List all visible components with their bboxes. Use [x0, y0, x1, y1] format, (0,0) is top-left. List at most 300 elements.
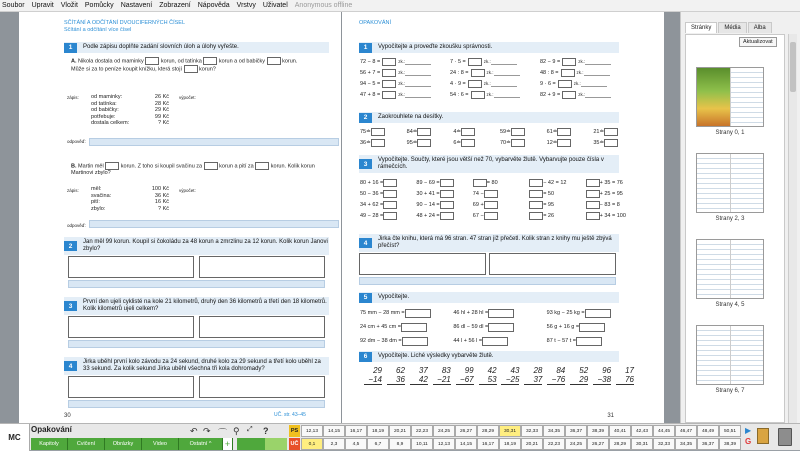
- r-task-6-columns: [364, 366, 634, 394]
- r-task-3-grid: [360, 177, 642, 221]
- exercise-text: = 26: [543, 212, 555, 219]
- zk-line[interactable]: [491, 59, 517, 65]
- answer-box[interactable]: [586, 212, 600, 220]
- page-link[interactable]: 46,47: [675, 425, 697, 437]
- approx-sign: ≐: [456, 139, 461, 146]
- page-link[interactable]: 26,27: [587, 438, 609, 450]
- thumbnail-label: Strany 4, 5: [715, 302, 745, 308]
- answer-box[interactable]: [604, 128, 618, 136]
- r-task-1-grid: [360, 56, 630, 100]
- page-link[interactable]: 30,31: [499, 425, 521, 437]
- answer-box[interactable]: [417, 139, 431, 147]
- result-line[interactable]: [616, 384, 634, 394]
- exercise-text: 24 cm + 45 cm =: [360, 324, 401, 330]
- result-line[interactable]: [479, 384, 497, 394]
- answer-box[interactable]: [461, 128, 475, 136]
- work-box[interactable]: [359, 253, 486, 275]
- page-link[interactable]: 32,33: [653, 438, 675, 450]
- task-2-header: [64, 237, 329, 255]
- answer-box[interactable]: [105, 162, 119, 170]
- exercise-text: 82 + 9 =: [540, 91, 561, 98]
- page-link[interactable]: 14,15: [323, 425, 345, 437]
- menu-zobrazeni[interactable]: Zobrazení: [159, 2, 191, 9]
- exercise-text: = 80: [486, 179, 498, 186]
- rounding-item: [547, 137, 594, 148]
- page-link[interactable]: 34,35: [675, 438, 697, 450]
- work-box[interactable]: [199, 376, 325, 398]
- calc-number: −67: [460, 375, 474, 384]
- answer-box[interactable]: [529, 190, 543, 198]
- calc-number: 42: [487, 366, 497, 375]
- task-number: 6: [359, 352, 372, 362]
- calc-number: 37: [533, 375, 543, 384]
- answer-line[interactable]: [68, 340, 325, 348]
- result-line[interactable]: [501, 384, 519, 394]
- menu-upravit[interactable]: Upravit: [31, 2, 54, 9]
- result-line[interactable]: [410, 384, 428, 394]
- fit-icon[interactable]: ⤢: [247, 426, 253, 433]
- text-fragment: korun a pití za: [219, 163, 254, 170]
- column-calc: [616, 366, 634, 394]
- page-link[interactable]: 6,7: [367, 438, 389, 450]
- page-link[interactable]: 24,25: [565, 438, 587, 450]
- rounding-item: [547, 126, 594, 137]
- kapitoly-button[interactable]: Kapitoly: [31, 438, 68, 450]
- exercise-item: [360, 78, 450, 89]
- page-thumbnail[interactable]: [696, 325, 764, 385]
- exercise-item: [540, 67, 630, 78]
- answer-box[interactable]: [561, 69, 575, 77]
- cviceni-button[interactable]: Cvičení: [68, 438, 105, 450]
- zk-line[interactable]: [405, 59, 431, 65]
- arc-icon[interactable]: ⌒: [218, 428, 228, 438]
- answer-box[interactable]: [529, 201, 543, 209]
- thumb-page: [697, 240, 731, 298]
- odpoved-label: odpověď:: [67, 223, 86, 228]
- zk-line[interactable]: [405, 81, 431, 87]
- answer-box[interactable]: [371, 139, 385, 147]
- trash-icon[interactable]: [778, 428, 792, 446]
- page-link[interactable]: 20,21: [521, 438, 543, 450]
- thumb-page: [731, 326, 764, 384]
- page-thumbnail[interactable]: [696, 67, 764, 127]
- calc-number: −21: [437, 375, 451, 384]
- task-number: 1: [64, 43, 77, 53]
- answer-line[interactable]: [68, 400, 325, 408]
- row-value: 36 Kč: [154, 192, 169, 199]
- answer-box[interactable]: [383, 212, 397, 220]
- number: 35: [593, 139, 600, 146]
- a-rows: [91, 94, 176, 127]
- menu-bar: [0, 0, 800, 12]
- task-text: Vypočítejte a proveďte zkoušku správnosti.: [378, 44, 493, 50]
- page-link[interactable]: 28,29: [609, 438, 631, 450]
- calc-number: 36: [396, 375, 405, 384]
- zk-label: zk.:: [573, 81, 581, 86]
- sum-item: [586, 199, 642, 210]
- page-link[interactable]: 50,51: [719, 425, 741, 437]
- bottom-toolbar: [0, 423, 800, 450]
- page-link[interactable]: 16,17: [345, 425, 367, 437]
- sum-item: [529, 210, 585, 221]
- r-task-5-grid: [360, 306, 640, 348]
- calc-number: 84: [556, 366, 566, 375]
- zk-line[interactable]: [585, 59, 611, 65]
- answer-box[interactable]: [440, 212, 454, 220]
- answer-box[interactable]: [405, 309, 431, 318]
- task-text: Podle zápisu doplňte zadání slovních úloh a úlohy vyřešte.: [83, 44, 239, 50]
- exercise-text: 9 · 6 =: [540, 80, 556, 87]
- number: 4: [453, 128, 457, 135]
- answer-box[interactable]: [511, 128, 525, 136]
- answer-box[interactable]: [204, 162, 218, 170]
- answer-box[interactable]: [468, 80, 482, 88]
- calc-number: 52: [579, 366, 589, 375]
- odpoved-label: odpověď:: [67, 139, 86, 144]
- answer-box[interactable]: [371, 128, 385, 136]
- calc-number: 83: [441, 366, 451, 375]
- thumbnail-label: Strany 6, 7: [715, 388, 745, 394]
- book-icon[interactable]: [757, 428, 769, 444]
- answer-box[interactable]: [576, 337, 602, 346]
- answer-box[interactable]: [529, 212, 543, 220]
- answer-box[interactable]: [473, 179, 487, 187]
- zk-line[interactable]: [584, 70, 610, 76]
- answer-box[interactable]: [585, 309, 611, 318]
- answer-box[interactable]: [382, 58, 396, 66]
- answer-box[interactable]: [579, 323, 605, 332]
- answer-box[interactable]: [461, 139, 475, 147]
- zk-label: zk.:: [578, 59, 586, 64]
- answer-box[interactable]: [562, 58, 576, 66]
- page-link[interactable]: 12,13: [301, 425, 323, 437]
- number: 59: [500, 128, 507, 135]
- zk-label: zk.:: [398, 81, 406, 86]
- exercise-text: 87 t − 57 t =: [546, 338, 577, 344]
- zk-line[interactable]: [585, 92, 611, 98]
- page-link[interactable]: 26,27: [455, 425, 477, 437]
- text-fragment: korun. Z toho si koupil svačinu za: [120, 163, 203, 170]
- answer-box[interactable]: [383, 201, 397, 209]
- exercise-text: 75 mm − 28 mm =: [360, 310, 405, 316]
- answer-box[interactable]: [440, 201, 454, 209]
- zk-label: zk.:: [486, 70, 494, 75]
- column-calc: [570, 366, 588, 394]
- exercise-text: 50 − 36 =: [360, 190, 384, 197]
- page-link[interactable]: 48,49: [697, 425, 719, 437]
- menu-soubor[interactable]: Soubor: [2, 2, 25, 9]
- page-link[interactable]: 4,5: [345, 438, 367, 450]
- page-link[interactable]: 14,15: [455, 438, 477, 450]
- row-label: svačina:: [91, 192, 112, 199]
- text-fragment: korun.: [282, 58, 298, 65]
- scrollbar-thumb[interactable]: [790, 42, 796, 92]
- page-thumbnail[interactable]: [696, 239, 764, 299]
- help-icon[interactable]: ?: [263, 426, 269, 436]
- unit-item: [360, 334, 453, 348]
- page-link[interactable]: 22,23: [543, 438, 565, 450]
- page-link[interactable]: 32,33: [521, 425, 543, 437]
- work-box[interactable]: [199, 316, 325, 338]
- exercise-item: [450, 56, 540, 67]
- menu-vlozit[interactable]: Vložit: [60, 2, 78, 9]
- page-link[interactable]: 28,29: [477, 425, 499, 437]
- zk-label: zk.:: [398, 70, 406, 75]
- tab-stranky[interactable]: Stránky: [685, 22, 717, 33]
- r-task-4-header: [359, 234, 619, 252]
- tab-media[interactable]: Média: [718, 22, 746, 33]
- answer-line[interactable]: [89, 220, 339, 228]
- page-link[interactable]: 0,1: [301, 438, 323, 450]
- page-link[interactable]: 18,19: [367, 425, 389, 437]
- zk-line[interactable]: [491, 81, 517, 87]
- user-status: Anonymous offline: [294, 2, 353, 9]
- column-calc: [593, 366, 611, 394]
- result-line[interactable]: [364, 384, 382, 394]
- menu-pomucky[interactable]: Pomůcky: [84, 2, 114, 9]
- task-text: Zaokrouhlete na desítky.: [378, 114, 444, 120]
- calc-number: 17: [625, 366, 634, 375]
- refresh-button[interactable]: Aktualizovat: [739, 37, 777, 47]
- approx-sign: ≐: [412, 139, 418, 146]
- text-fragment: Může si za to peníze koupit knížku, která stojí: [71, 66, 182, 73]
- calc-number: 43: [510, 366, 520, 375]
- answer-box[interactable]: [203, 57, 217, 65]
- answer-box[interactable]: [382, 80, 396, 88]
- page-link[interactable]: 12,13: [433, 438, 455, 450]
- task-text: Jan měl 99 korun. Koupil si čokoládu za 48 korun a zmrzlinu za 12 korun. Kolik korun Janovi zbylo?: [83, 239, 328, 252]
- nav-icon[interactable]: ▶: [745, 426, 752, 435]
- answer-box[interactable]: [417, 128, 431, 136]
- exercise-text: = 95: [543, 201, 555, 208]
- result-line[interactable]: [456, 384, 474, 394]
- answer-box[interactable]: [184, 65, 198, 73]
- obrazky-button[interactable]: Obrázky: [105, 438, 142, 450]
- answer-box[interactable]: [145, 57, 159, 65]
- number: 21: [593, 128, 600, 135]
- task-3-header: [64, 297, 329, 315]
- work-box[interactable]: [199, 256, 325, 278]
- answer-box[interactable]: [382, 91, 396, 99]
- answer-box[interactable]: [471, 91, 485, 99]
- page-link[interactable]: 22,23: [411, 425, 433, 437]
- calc-number: 96: [602, 366, 612, 375]
- exercise-item: [360, 56, 450, 67]
- approx-sign: ≐: [456, 128, 461, 135]
- exercise-text: 48 : 8 =: [540, 69, 559, 76]
- answer-box[interactable]: [604, 139, 618, 147]
- approx-sign: ≐: [506, 139, 511, 146]
- answer-box[interactable]: [557, 139, 571, 147]
- column-calc: [479, 366, 497, 394]
- task-number: 2: [359, 113, 372, 123]
- answer-box[interactable]: [440, 179, 454, 187]
- page-link[interactable]: 10,11: [411, 438, 433, 450]
- exercise-text: 24 : 8 =: [450, 69, 469, 76]
- add-icon[interactable]: +: [223, 438, 233, 450]
- work-box[interactable]: [68, 256, 194, 278]
- answer-box[interactable]: [488, 323, 514, 332]
- page-link[interactable]: 30,31: [631, 438, 653, 450]
- chapter-title: SČÍTÁNÍ A ODČÍTÁNÍ DVOUCIFERNÝCH ČÍSEL: [64, 20, 186, 26]
- calc-number: 76: [625, 375, 634, 384]
- vypocet-label: výpočet:: [179, 188, 196, 193]
- result-line[interactable]: [524, 384, 542, 394]
- answer-box[interactable]: [557, 128, 571, 136]
- work-box[interactable]: [68, 316, 194, 338]
- zk-line[interactable]: [494, 92, 520, 98]
- work-box[interactable]: [68, 376, 194, 398]
- task-text: Vypočítejte. Součty, které jsou větší než 70, vybarvěte žlutě. Vybarvujte pouze čísla v rámečcích.: [378, 157, 604, 170]
- column-calc: [524, 366, 542, 394]
- answer-box[interactable]: [471, 69, 485, 77]
- ostatni-button[interactable]: Ostatní ^: [179, 438, 223, 450]
- unit-item: [547, 306, 640, 320]
- task-text: Vypočítejte. Liché výsledky vybarvěte žlutě.: [378, 353, 494, 359]
- left-page: [19, 12, 341, 423]
- answer-box[interactable]: [484, 190, 498, 198]
- progress-fill: [237, 438, 265, 450]
- approx-sign: ≐: [599, 139, 605, 146]
- page-link[interactable]: 2,3: [323, 438, 345, 450]
- sum-item: [473, 177, 529, 188]
- answer-box[interactable]: [586, 179, 600, 187]
- answer-box[interactable]: [488, 309, 514, 318]
- exercise-text: 94 − 5 =: [360, 80, 381, 87]
- page-link[interactable]: 40,41: [609, 425, 631, 437]
- zk-line[interactable]: [494, 70, 520, 76]
- menu-vrstvy[interactable]: Vrstvy: [236, 2, 256, 9]
- tab-alba[interactable]: Alba: [748, 22, 772, 33]
- exercise-text: 47 + 8 =: [360, 91, 381, 98]
- answer-box[interactable]: [383, 190, 397, 198]
- result-line[interactable]: [387, 384, 405, 394]
- answer-line[interactable]: [359, 277, 616, 285]
- page-link[interactable]: 8,9: [389, 438, 411, 450]
- menu-nastaveni[interactable]: Nastavení: [120, 2, 153, 9]
- zoom-icon[interactable]: ⚲: [233, 426, 240, 436]
- answer-box[interactable]: [255, 162, 269, 170]
- thumbnail-scrollbar[interactable]: [788, 34, 797, 423]
- answer-box[interactable]: [383, 179, 397, 187]
- calc-number: 29: [579, 375, 589, 384]
- answer-box[interactable]: [484, 201, 498, 209]
- page-link[interactable]: 36,37: [565, 425, 587, 437]
- part-b-text: [71, 162, 329, 177]
- page-thumbnail[interactable]: [696, 153, 764, 213]
- page-link[interactable]: 38,39: [719, 438, 741, 450]
- page-number: 31: [607, 413, 614, 419]
- row-value: 100 Kč: [151, 186, 169, 192]
- page-footer-ref: UČ. str. 43–45: [274, 412, 306, 418]
- data-row: [91, 206, 176, 213]
- zk-line[interactable]: [581, 81, 607, 87]
- answer-box[interactable]: [401, 323, 427, 332]
- result-line[interactable]: [593, 384, 611, 394]
- zk-line[interactable]: [405, 92, 431, 98]
- task-4-header: [64, 357, 329, 375]
- row-value: ? Kč: [157, 205, 169, 212]
- r-task-6-header: [359, 351, 619, 362]
- menu-uzivatel[interactable]: Uživatel: [262, 2, 288, 9]
- cover-image: [697, 68, 731, 126]
- thumb-page: [697, 326, 731, 384]
- answer-box[interactable]: [562, 91, 576, 99]
- redo-icon[interactable]: ↷: [203, 426, 211, 436]
- page-link[interactable]: 38,39: [587, 425, 609, 437]
- answer-box[interactable]: [484, 212, 498, 220]
- task-text: Jirka uběhl první kolo závodu za 24 sekund, druhé kolo za 29 sekund a třetí kolo uběhl za 33 sekund. Za kolik sekund Jirka uběhl všechna tři kola dohromady?: [83, 359, 321, 372]
- sum-item: [529, 188, 585, 199]
- sum-item: [473, 199, 529, 210]
- answer-box[interactable]: [402, 337, 428, 346]
- work-box[interactable]: [489, 253, 616, 275]
- page-link[interactable]: 42,43: [631, 425, 653, 437]
- video-button[interactable]: Video: [142, 438, 179, 450]
- sum-item: [586, 177, 642, 188]
- page-link[interactable]: 24,25: [433, 425, 455, 437]
- answer-box[interactable]: [558, 80, 572, 88]
- exercise-text: 54 : 6 =: [450, 91, 469, 98]
- answer-line[interactable]: [89, 138, 339, 146]
- exercise-text: = 50: [543, 190, 555, 197]
- column-calc: [456, 366, 474, 394]
- answer-box[interactable]: [267, 57, 281, 65]
- page-link[interactable]: 36,37: [697, 438, 719, 450]
- undo-icon[interactable]: ↶: [190, 426, 198, 436]
- answer-box[interactable]: [440, 190, 454, 198]
- page-link[interactable]: 18,19: [499, 438, 521, 450]
- zk-line[interactable]: [405, 70, 431, 76]
- exercise-text: 46 hl + 28 hl =: [453, 310, 489, 316]
- exercise-item: [450, 89, 540, 100]
- exercise-text: 49 − 28 =: [360, 212, 384, 219]
- task-number: 4: [359, 238, 372, 248]
- approx-sign: ≐: [552, 128, 558, 135]
- exercise-text: 4 · 9 =: [450, 80, 466, 87]
- menu-napoveda[interactable]: Nápověda: [197, 2, 230, 9]
- answer-box[interactable]: [529, 179, 543, 187]
- page-link[interactable]: 34,35: [543, 425, 565, 437]
- exercise-text: 74 −: [472, 190, 484, 197]
- answer-box[interactable]: [482, 337, 508, 346]
- result-line[interactable]: [547, 384, 565, 394]
- number: 12: [546, 139, 553, 146]
- exercise-text: 34 + 62 =: [360, 201, 384, 208]
- task-number: 1: [359, 43, 372, 53]
- unit-item: [453, 334, 546, 348]
- row-label: od maminky:: [91, 94, 123, 100]
- unit-item: [547, 334, 640, 348]
- answer-line[interactable]: [68, 280, 325, 288]
- task-text: První den ujeli cyklisté na kole 21 kilometrů, druhý den 36 kilometrů a třetí den 18 kilometrů. Kolik kilometrů ujeli celkem?: [83, 299, 327, 312]
- answer-box[interactable]: [468, 58, 482, 66]
- page-link[interactable]: 16,17: [477, 438, 499, 450]
- result-line[interactable]: [570, 384, 588, 394]
- result-line[interactable]: [433, 384, 451, 394]
- answer-box[interactable]: [511, 139, 525, 147]
- column-calc: [387, 366, 405, 394]
- page-link[interactable]: 20,21: [389, 425, 411, 437]
- panel-tabs: [685, 22, 773, 33]
- approx-sign: ≐: [366, 128, 371, 135]
- g-icon[interactable]: G: [745, 437, 752, 446]
- answer-box[interactable]: [382, 69, 396, 77]
- section-title: Opakování: [31, 425, 72, 434]
- answer-box[interactable]: [586, 190, 600, 198]
- answer-box[interactable]: [586, 201, 600, 209]
- page-link[interactable]: 44,45: [653, 425, 675, 437]
